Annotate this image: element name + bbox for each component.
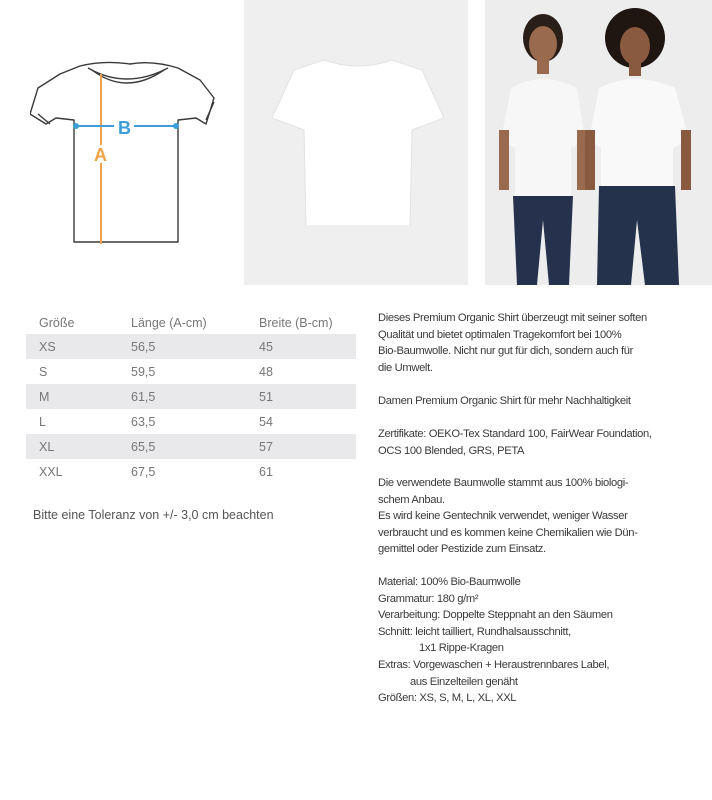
cotton-info [378,475,678,558]
spec-grammage: Grammatur: 180 g/m² [378,592,479,605]
header-width: Breite (B-cm) [259,316,333,330]
product-intro [378,310,678,376]
cotton-line: gemittel oder Pestizide zum Einsatz. [378,543,546,556]
cotton-line: Es wird keine Gentechnik verwendet, weniger Wasser [378,510,628,523]
certificates [378,426,678,459]
cell-width: 48 [259,364,273,379]
cell-length: 61,5 [118,384,246,409]
size-table-header [26,312,356,334]
size-table [26,312,356,484]
cell-size: XS [26,334,118,359]
table-row [26,384,356,409]
tolerance-note: Bitte eine Toleranz von +/- 3,0 cm beachten [33,508,274,522]
cotton-line: schem Anbau. [378,493,445,506]
cell-length: 56,5 [118,334,246,359]
cell-size: S [39,364,48,379]
table-row [26,434,356,459]
cell-length: 59,5 [131,364,156,379]
cell-width: 45 [246,334,356,359]
spec-extras-cont: aus Einzelteilen genäht [410,675,518,688]
cotton-line: verbraucht und es kommen keine Chemikalien wie Dün- [378,526,638,539]
intro-line: Qualität und bietet optimalen Tragekomfort bei 100% [378,328,622,341]
header-size: Größe [39,316,75,330]
cell-length: 65,5 [118,434,246,459]
header-length: Länge (A-cm) [131,316,207,330]
shirt-outline [30,62,214,242]
cell-width: 61 [259,464,273,479]
cell-size: XL [26,434,118,459]
cell-width: 54 [259,414,273,429]
table-row [26,359,356,384]
product-tagline [378,393,678,410]
cell-size: XXL [39,464,63,479]
measure-a-label: A [94,145,107,165]
table-row [26,459,356,484]
cotton-line: Die verwendete Baumwolle stammt aus 100% biologi- [378,477,629,489]
spec-extras: Extras: Vorgewaschen + Heraustrennbares Label, [378,658,610,671]
tagline-line: Damen Premium Organic Shirt für mehr Nachhaltigkeit [378,395,631,407]
cell-size: M [26,384,118,409]
cell-width: 51 [246,384,356,409]
cell-width: 57 [246,434,356,459]
table-row [26,409,356,434]
spec-material: Material: 100% Bio-Baumwolle [378,576,521,588]
spec-processing: Verarbeitung: Doppelte Steppnaht an den Säumen [378,609,613,622]
spec-cut-cont: 1x1 Rippe-Kragen [419,642,504,655]
cell-length: 67,5 [131,464,156,479]
product-specs [378,574,678,707]
spec-sizes: Größen: XS, S, M, L, XL, XXL [378,692,517,705]
model-photo [485,0,712,285]
white-shirt-image [272,58,444,226]
cell-length: 63,5 [131,414,156,429]
certificates-line: Zertifikate: OEKO-Tex Standard 100, FairWear Foundation, [378,428,652,440]
intro-line: Bio-Baumwolle. Nicht nur gut für dich, sondern auch für [378,345,633,358]
spec-cut: Schnitt: leicht tailliert, Rundhalsausschnitt, [378,625,571,638]
measure-b-label: B [118,118,131,138]
intro-line: die Umwelt. [378,361,433,374]
cell-size: L [39,414,46,429]
shirt-measurement-diagram [30,54,222,250]
intro-line: Dieses Premium Organic Shirt überzeugt mit seiner soften [378,312,647,324]
certificates-line: OCS 100 Blended, GRS, PETA [378,444,525,457]
table-row [26,334,356,359]
